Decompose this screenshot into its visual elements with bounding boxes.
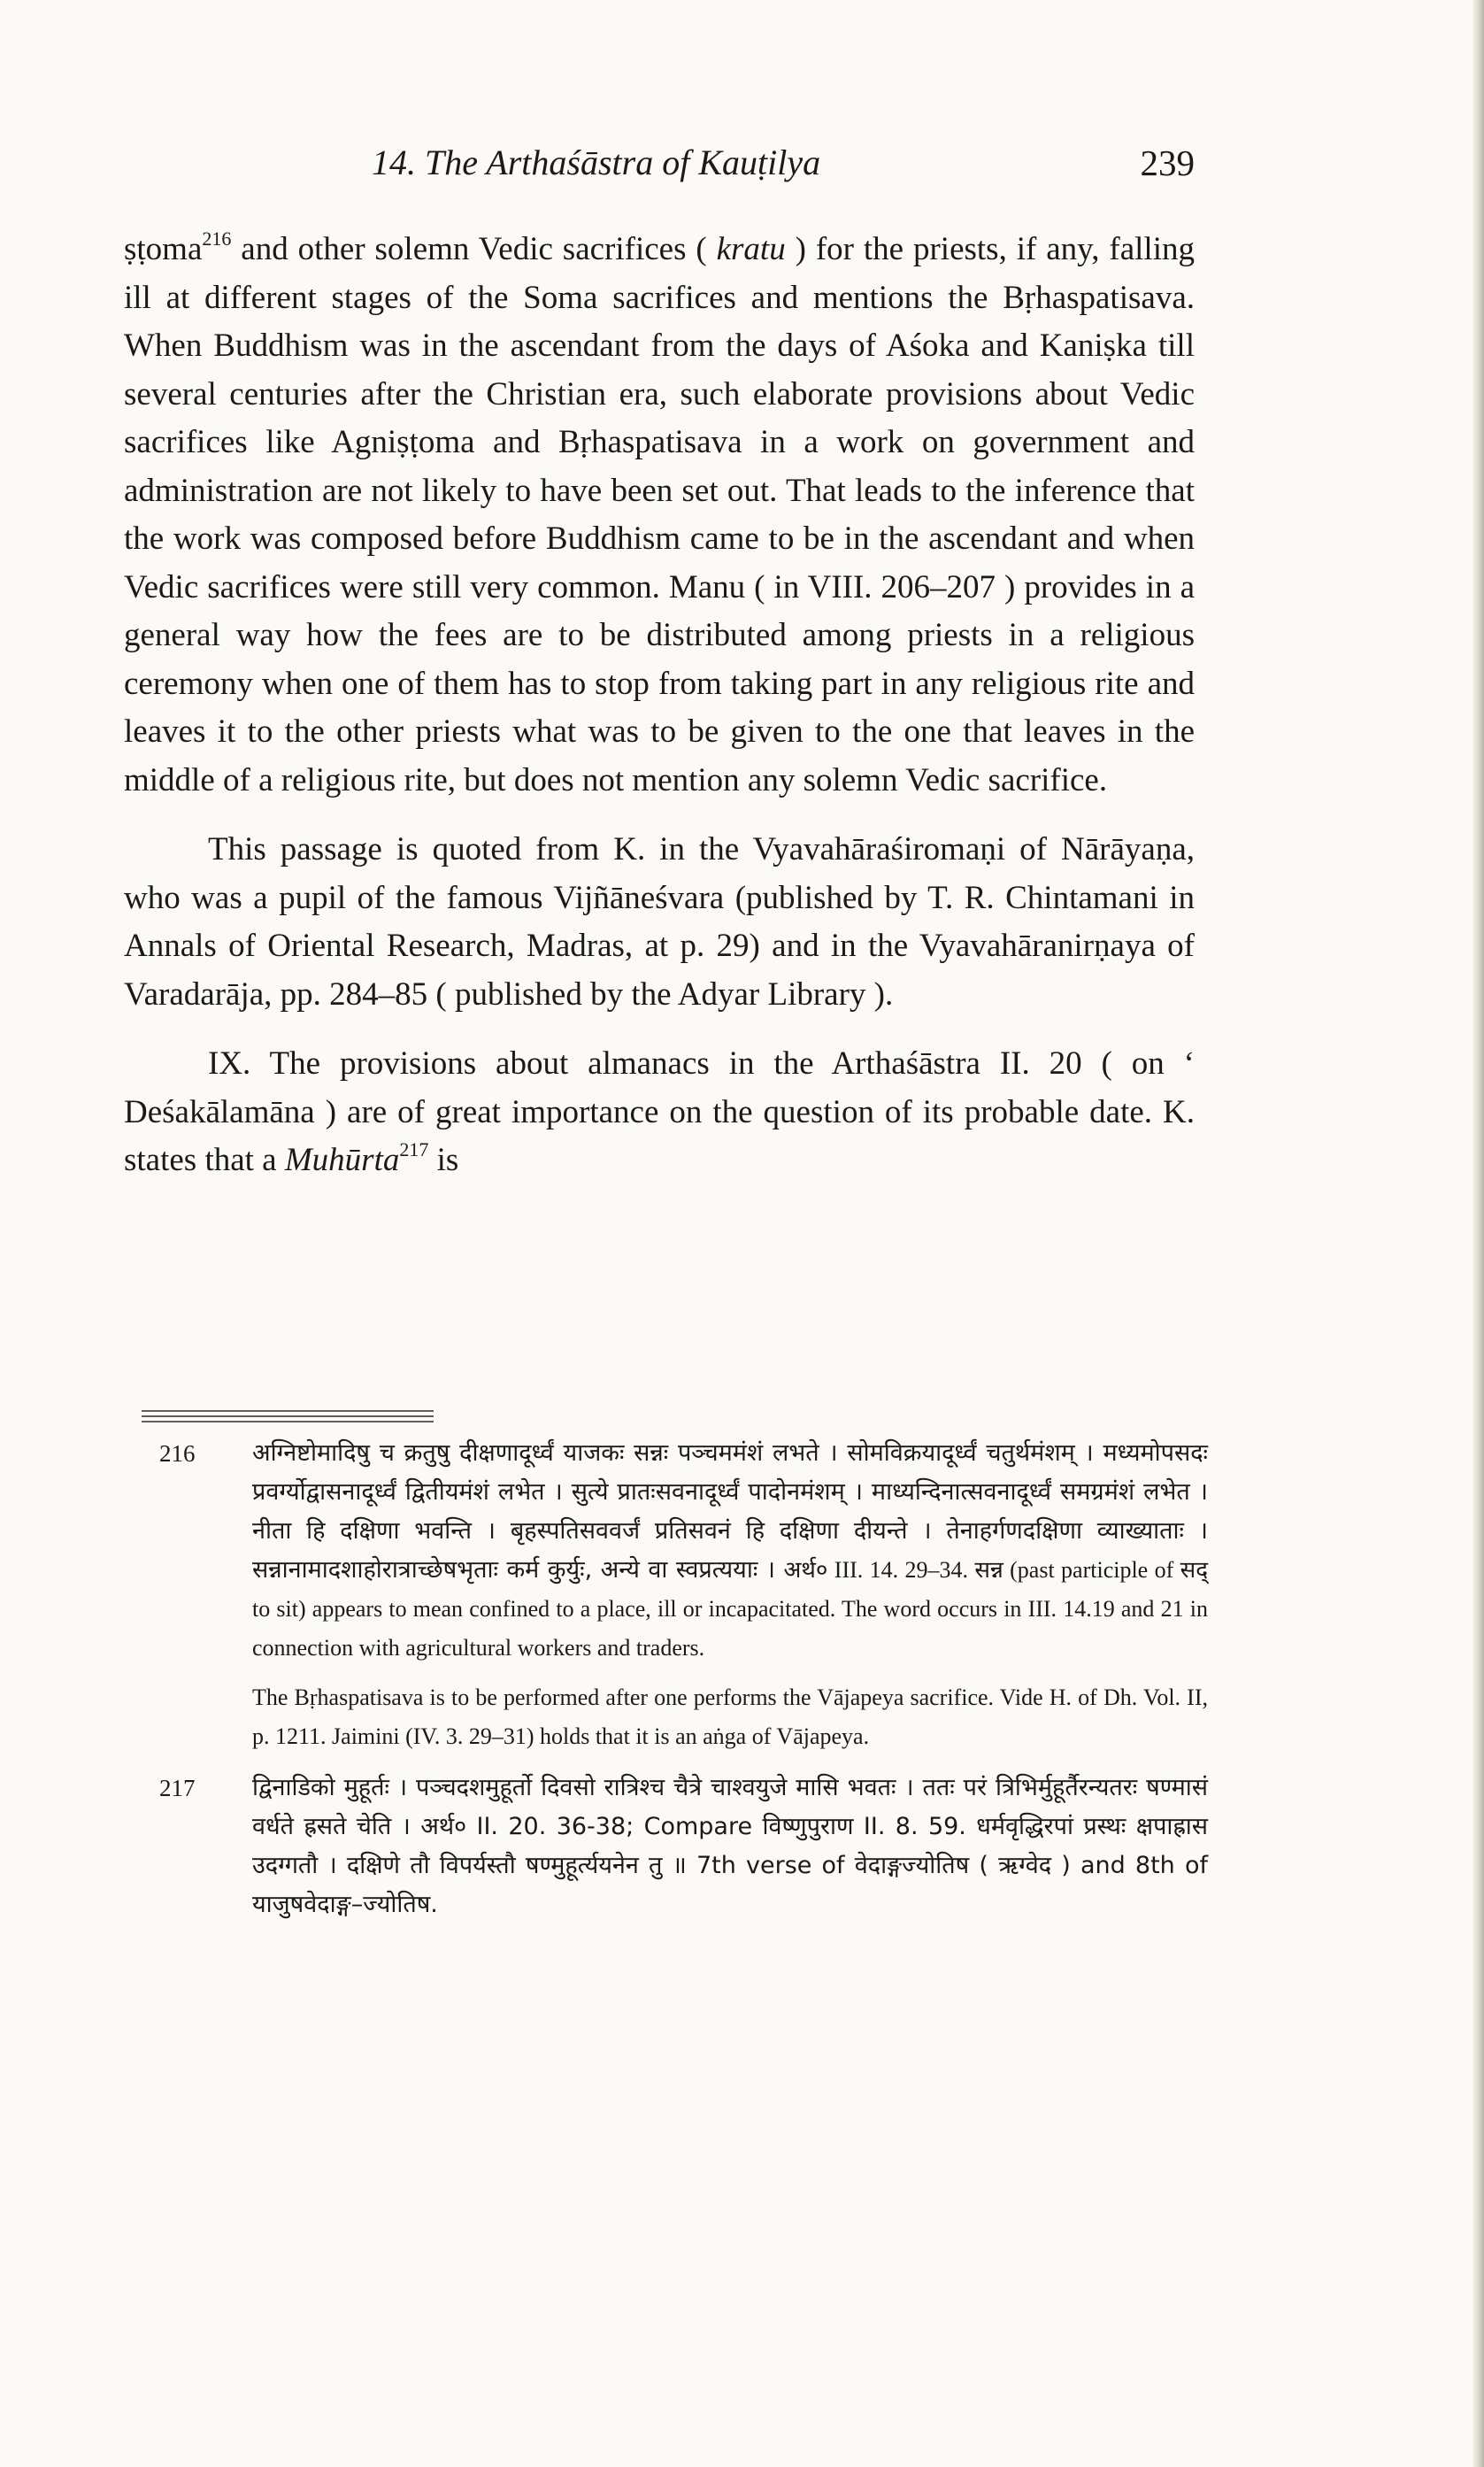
footnote-ref-216: 216 bbox=[202, 227, 232, 250]
footnotes bbox=[159, 1434, 1208, 1924]
footnote-216 bbox=[159, 1434, 1208, 1756]
page-header bbox=[124, 142, 1195, 195]
text-run: IX. The provisions about almanacs in the Arthaśāstra II. 20 ( on ‘ Deśakālamāna ) are of great importance on the question of its probable date. K. states that a bbox=[124, 1045, 1195, 1178]
footnote-217 bbox=[159, 1769, 1208, 1924]
footnote-paragraph: The Bṛhaspatisava is to be performed after one performs the Vājapeya sacrifice. Vide H. of Dh. Vol. II, p. 1211. Jaimini (IV. 3. 29–31) holds that it is an aṅga of Vājapeya. bbox=[252, 1684, 1208, 1749]
footnote-number: 216 bbox=[159, 1440, 196, 1467]
footnote-english: अर्थ० III. 14. 29–34. सन्न (past participle of सद् to sit) appears to mean confined to a place, ill or incapacitated. The word occurs in III. 14.19 and 21 in connection with agricultural workers and traders. bbox=[252, 1557, 1209, 1661]
body-text bbox=[124, 226, 1195, 1185]
term-muhurta: Muhūrta bbox=[284, 1142, 400, 1178]
paragraph-1 bbox=[124, 226, 1195, 805]
footnote-mixed-text: द्विनाडिको मुहूर्तः । पञ्चदशमुहूर्तो दिवसो रात्रिश्च चैत्रे चाश्वयुजे मासि भवतः । ततः परं त्रिभिर्मुहूर्तैरन्यतरः षण्मासं वर्धते ह्रसते चेति । अर्थ० II. 20. 36-38; Compare विष्णुपुराण II. 8. 59. धर्मवृद्धिरपां प्रस्थः क्षपाह्रास उदग्गतौ । दक्षिणे तौ विपर्यस्तौ षण्मुहूर्त्ययनेन तु ॥ 7th verse of वेदाङ्गज्योतिष ( ऋग्वेद ) and 8th of याजुषवेदाङ्ग–ज्योतिष. bbox=[252, 1774, 1208, 1918]
footnote-text bbox=[252, 1434, 1208, 1668]
footnote-ref-217: 217 bbox=[399, 1138, 429, 1160]
text-run: ) for the priests, if any, falling ill at different stages of the Soma sacrifices and mentions the Bṛhaspatisava. When Buddhism was in the ascendant from the days of Aśoka and Kaniṣka till several centuries after the Christian era, such elaborate provisions about Vedic sacrifices like Agniṣṭoma and Bṛhaspatisava in a work on government and administration are not likely to have been set out. That leads to the inference that the work was composed before Buddhism came to be in the ascendant and when Vedic sacrifices were still very common. Manu ( in VIII. 206–207 ) provides in a general way how the fees are to be distributed among priests in a religious ceremony when one of them has to stop from taking part in any religious rite and leaves it to the other priests what was to be given to the one that leaves in the middle of a religious rite, but does not mention any solemn Vedic sacrifice. bbox=[124, 231, 1195, 798]
footnote-number: 217 bbox=[159, 1775, 196, 1801]
sanskrit-quote: अग्निष्टोमादिषु च क्रतुषु दीक्षणादूर्ध्वं याजकः सन्नः पञ्चममंशं लभते । सोमविक्रयादूर्ध्वं चतुर्थमंशम् । मध्यमोपसदः प्रवर्ग्योद्वासनादूर्ध्वं द्वितीयमंशं लभेत । सुत्ये प्रातःसवनादूर्ध्वं पादोनमंशम् । माध्यन्दिनात्सवनादूर्ध्वं समग्रमंशं लभेत । नीता हि दक्षिणा भवन्ति । बृहस्पतिसववर्जं प्रतिसवनं हि दक्षिणा दीयन्ते । तेनाहर्गणदक्षिणा व्याख्याताः । सन्नानामादशाहोरात्राच्छेषभृताः कर्म कुर्युः, अन्ये वा स्वप्रत्ययाः । bbox=[252, 1439, 1208, 1584]
paragraph-2: This passage is quoted from K. in the Vyavahāraśiromaṇi of Nārāyaṇa, who was a pupil of the famous Vijñāneśvara (published by T. R. Chintamani in Annals of Oriental Research, Madras, at p. 29) and in the Vyavahāranirṇaya of Varadarāja, pp. 284–85 ( published by the Adyar Library ). bbox=[124, 831, 1195, 1013]
page-number: 239 bbox=[1140, 143, 1195, 183]
footnote-text bbox=[252, 1769, 1208, 1924]
text-run: and other solemn Vedic sacrifices ( bbox=[231, 231, 717, 267]
page-edge bbox=[1472, 0, 1484, 2467]
term-kratu: kratu bbox=[716, 231, 786, 267]
text-run: ṣṭoma bbox=[124, 231, 203, 267]
running-head: 14. The Arthaśāstra of Kauṭilya bbox=[372, 143, 821, 182]
footnote-separator bbox=[142, 1410, 434, 1422]
text-run: is bbox=[428, 1142, 459, 1178]
paragraph-3 bbox=[124, 1040, 1195, 1185]
